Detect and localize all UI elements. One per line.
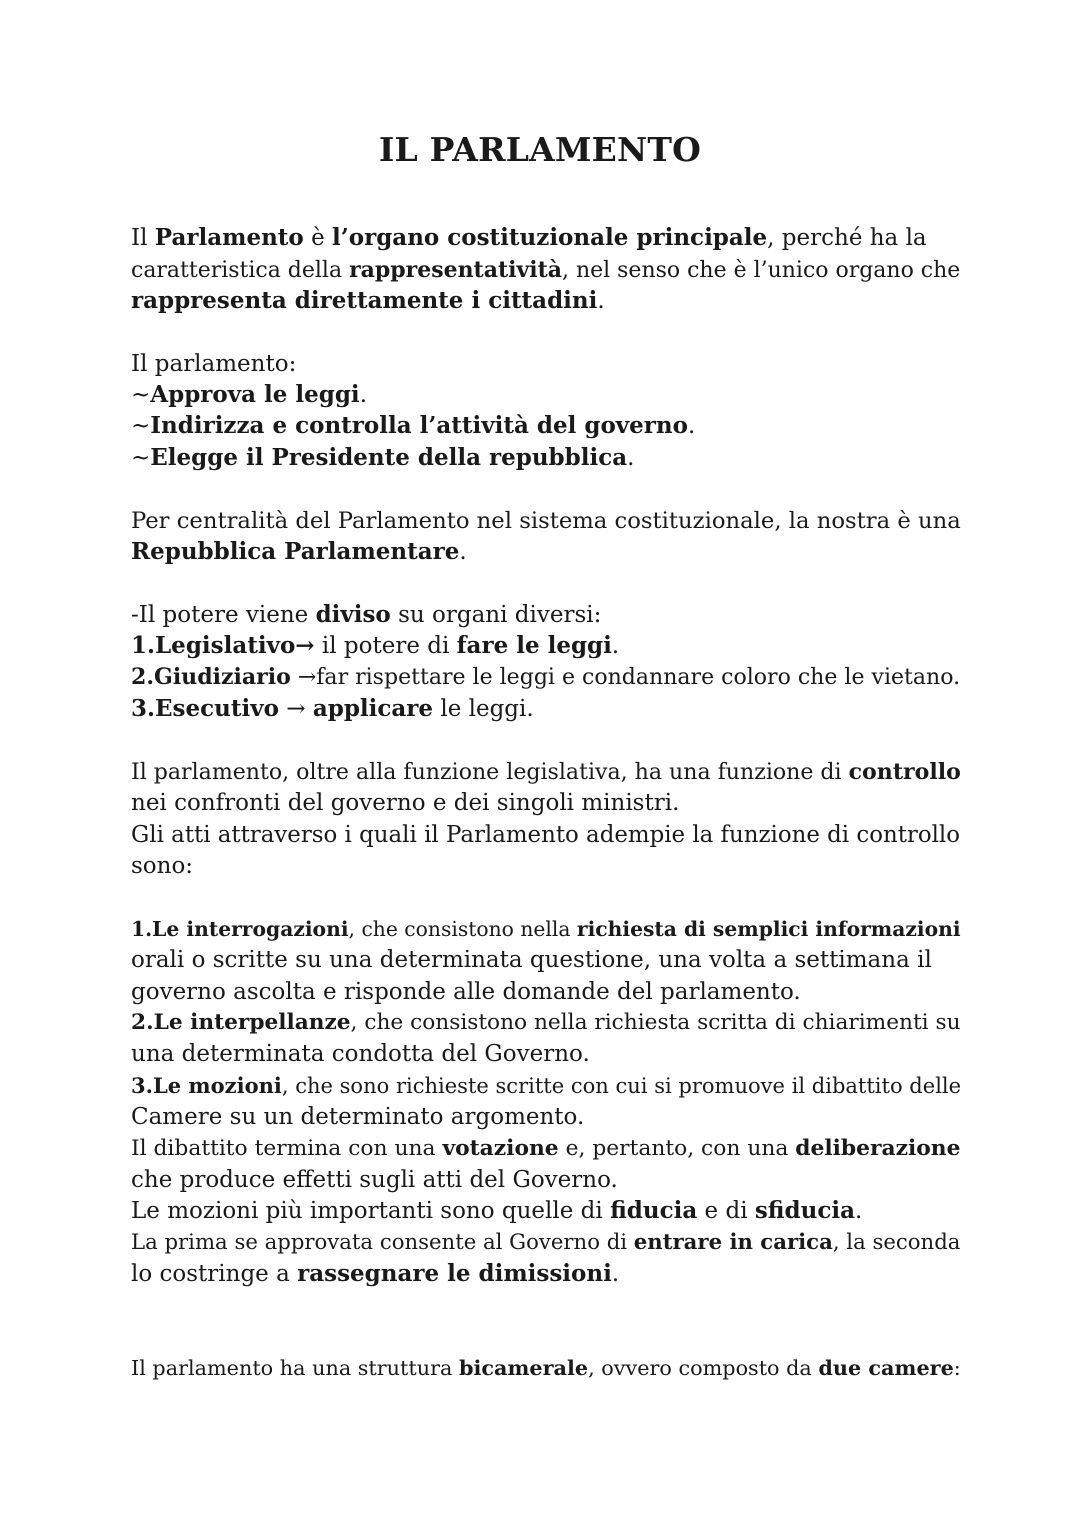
bold-text: sfiducia [754, 1197, 855, 1224]
text: La prima se approvata consente al Governo di [131, 1230, 634, 1255]
arrow-icon: → [295, 632, 315, 659]
text: . [627, 445, 635, 471]
bold-text: 2.Giudiziario [131, 664, 291, 690]
text: su organi diversi: [390, 602, 602, 628]
text: : [953, 1356, 961, 1380]
text: Il dibattito termina con una [131, 1136, 443, 1161]
power-item-legislative [131, 630, 619, 662]
text: . [597, 288, 605, 314]
text: , nel senso che è l’unico organo che [561, 258, 961, 283]
text: . [359, 382, 367, 408]
act-interpellanze [131, 1007, 961, 1039]
text: le leggi. [433, 696, 534, 722]
text: Il [131, 225, 155, 251]
bold-text: 1.Le interrogazioni [131, 917, 349, 941]
intro-line-3 [131, 285, 605, 317]
act-line: governo ascolta e risponde alle domande del parlamento. [131, 979, 801, 1005]
text: e, pertanto, con una [558, 1136, 796, 1161]
intro-line-1 [131, 222, 927, 254]
text: . [611, 1261, 620, 1287]
act-line: orali o scritte su una determinata questione, una volta a settimana il [131, 947, 932, 973]
text: . [611, 633, 620, 659]
text: Le mozioni più importanti sono quelle di [131, 1198, 611, 1224]
act-mozioni [131, 1070, 961, 1102]
powers-intro [131, 599, 601, 631]
act-line [131, 1258, 619, 1290]
functions-heading: Il parlamento: [131, 351, 297, 377]
bold-text: entrare in carica [633, 1230, 833, 1255]
control-line-4: sono: [131, 853, 194, 879]
text: . [687, 413, 696, 439]
act-line: una determinata condotta del Governo. [131, 1041, 590, 1067]
text: , che sono richieste scritte con cui si promuove il dibattito delle [281, 1073, 962, 1098]
bold-text: 3.Le mozioni [131, 1073, 282, 1098]
text: e di [697, 1198, 755, 1224]
bold-text: rappresentatività [349, 257, 562, 283]
act-line [131, 1227, 960, 1259]
structure-line [131, 1352, 961, 1384]
bold-text: diviso [315, 601, 391, 628]
bold-text: rappresenta direttamente i cittadini [131, 287, 598, 314]
bold-text: controllo [848, 759, 961, 785]
text: è [303, 225, 332, 251]
text: . [459, 539, 467, 565]
text: il potere di [314, 633, 457, 659]
function-item [131, 442, 634, 474]
act-line [131, 1195, 862, 1227]
text: , la seconda [832, 1230, 961, 1255]
bold-text: rassegnare le dimissioni [297, 1260, 612, 1287]
text: far rispettare le leggi e condannare coloro che le vietano. [316, 665, 961, 690]
bold-text: 1.Legislativo [131, 632, 296, 659]
arrow-icon: → [290, 665, 317, 690]
bold-text: applicare [312, 695, 434, 722]
tilde-bullet: ~ [131, 382, 151, 408]
act-line [131, 1133, 960, 1165]
text: Il parlamento, oltre alla funzione legislativa, ha una funzione di [131, 760, 849, 785]
power-item-judicial [131, 661, 960, 693]
function-item [131, 379, 367, 411]
bold-text: due camere [818, 1356, 954, 1380]
text: -Il potere viene [131, 602, 316, 628]
act-interrogazioni [131, 913, 961, 945]
control-line-1 [131, 756, 961, 788]
text: lo costringe a [131, 1261, 298, 1287]
control-line-3: Gli atti attraverso i quali il Parlamento adempie la funzione di controllo [131, 822, 961, 848]
act-line: che produce effetti sugli atti del Governo. [131, 1167, 618, 1193]
text: , che consistono nella [348, 917, 577, 941]
bold-text: Repubblica Parlamentare [131, 538, 460, 565]
tilde-bullet: ~ [131, 413, 151, 439]
tilde-bullet: ~ [131, 445, 151, 471]
bold-text: Parlamento [154, 224, 304, 251]
bold-text: 2.Le interpellanze [131, 1010, 351, 1035]
bold-text: Approva le leggi [150, 381, 360, 408]
arrow-icon: → [278, 696, 313, 722]
act-line: Camere su un determinato argomento. [131, 1104, 585, 1130]
bold-text: l’organo costituzionale principale [332, 224, 768, 251]
text: , che consistono nella richiesta scritta di chiarimenti su [350, 1010, 961, 1035]
bold-text: bicamerale [458, 1356, 589, 1380]
bold-text: fare le leggi [456, 632, 612, 659]
text: . [854, 1198, 863, 1224]
bold-text: 3.Esecutivo [131, 695, 279, 722]
republic-line-1: Per centralità del Parlamento nel sistema costituzionale, la nostra è una [131, 508, 961, 534]
text: caratteristica della [131, 258, 350, 283]
text: , perché ha la [767, 225, 927, 251]
bold-text: richiesta di semplici informazioni [576, 917, 961, 941]
bold-text: votazione [442, 1136, 559, 1161]
control-line-2: nei confronti del governo e dei singoli ministri. [131, 790, 680, 816]
function-item [131, 410, 695, 442]
republic-line-2 [131, 536, 467, 568]
page-title: IL PARLAMENTO [378, 130, 702, 169]
intro-line-2 [131, 254, 960, 286]
bold-text: Elegge il Presidente della repubblica [150, 444, 628, 471]
bold-text: Indirizza e controlla l’attività del governo [150, 412, 688, 439]
bold-text: fiducia [610, 1197, 698, 1224]
text: , ovvero composto da [588, 1356, 819, 1380]
bold-text: deliberazione [795, 1136, 961, 1161]
power-item-executive [131, 693, 534, 725]
text: Il parlamento ha una struttura [131, 1356, 459, 1380]
